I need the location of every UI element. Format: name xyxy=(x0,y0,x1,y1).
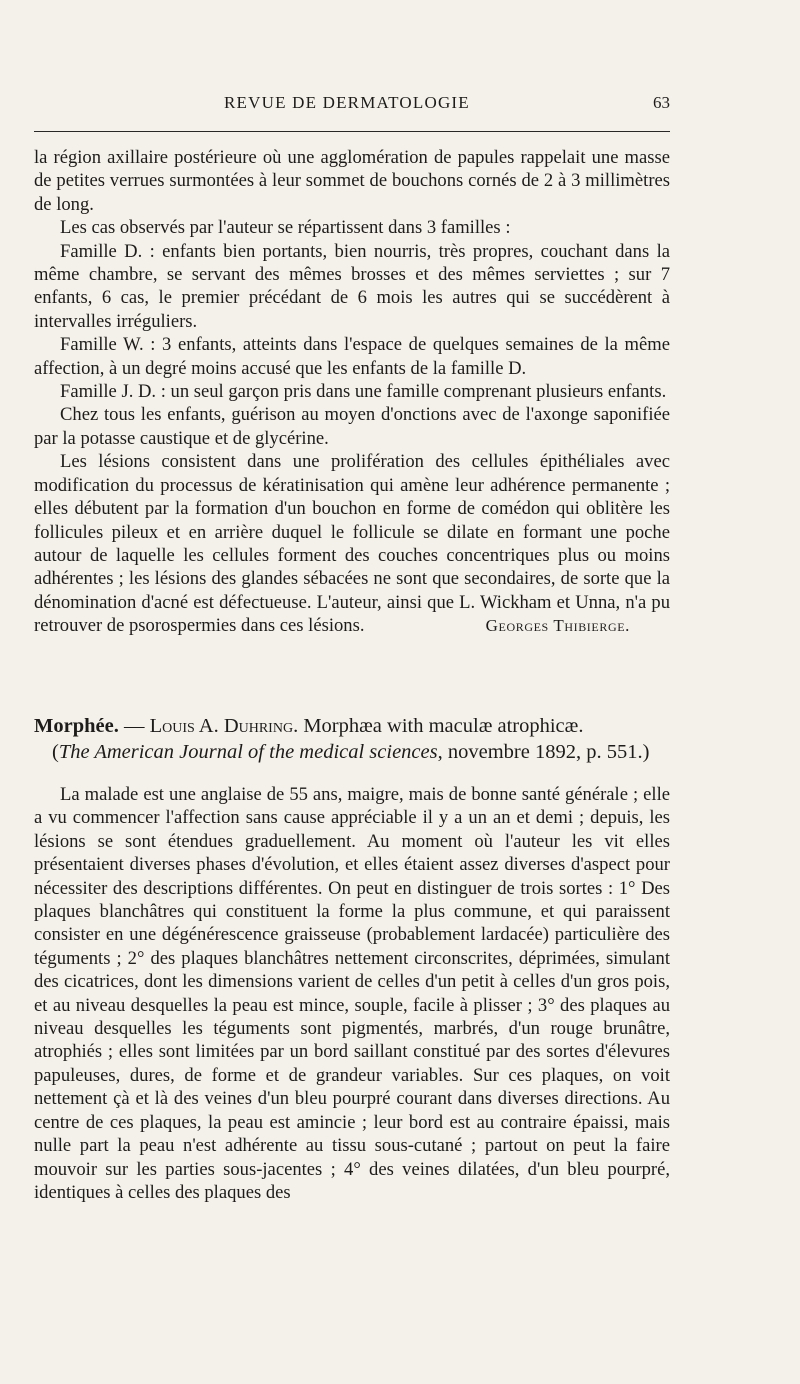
page-number: 63 xyxy=(653,93,670,112)
section-title: Morphæa with maculæ atrophicæ. xyxy=(298,715,584,737)
paragraph: Les cas observés par l'auteur se répartissent dans 3 familles : xyxy=(60,217,511,239)
paragraph: Chez tous les enfants, guérison au moyen d'onctions avec de l'axonge saponifiée par la potasse caustique et de glycérine. xyxy=(34,404,670,449)
source-details: , novembre 1892, p. 551.) xyxy=(437,741,650,763)
paragraph-text: Les lésions consistent dans une prolifération des cellules épithéliales avec modification du processus de kératinisation qui amène leur adhérence permanente ; elles débutent par la formation d'un bouchon en forme de comédon qui oblitère les follicules pileux et en arrière duquel le follicule se dilate en formant une poche autour de laquelle les cellules forment des couches concentriques plus ou moins adhérentes ; les lésions des glandes sébacées ne sont que secondaires, de sorte que la dénomination d'acné est défectueuse. L'auteur, ainsi que L. Wickham et Unna, n'a pu retrouver de psorospermies dans ces lésions. xyxy=(34,451,670,637)
paragraph: Famille W. : 3 enfants, atteints dans l'espace de quelques semaines de la même affection, à un degré moins accusé que les enfants de la famille D. xyxy=(34,334,670,379)
author-signature: Georges Thibierge. xyxy=(485,616,630,636)
header-rule xyxy=(34,131,670,132)
paragraph-with-signature xyxy=(34,450,670,637)
paragraph: La malade est une anglaise de 55 ans, maigre, mais de bonne santé générale ; elle a vu commencer l'affection sans cause appréciable il y a un an et demi ; depuis, les lésions se sont étendues graduellement. Au moment où l'auteur les vit elles présentaient diverses phases d'évolution, et elles étaient assez diverses d'aspect pour nécessiter des descriptions différentes. On peut en distinguer de trois sortes : 1° Des plaques blanchâtres qui constituent la forme la plus commune, et qui paraissent consister en une dégénérescence graisseuse (probablement lardacée) particulière des téguments ; 2° des plaques blanchâtres nettement circonscrites, déprimées, simulant des cicatrices, dont les dimensions varient de celles d'un petit à celles d'un gros pois, et au niveau desquelles la peau est mince, souple, facile à plisser ; 3° des plaques au niveau desquelles les téguments sont pigmentés, marbrés, d'un rouge brunâtre, atrophiés ; elles sont limitées par un bord saillant constitué par des sortes d'élevures papuleuses, dures, de forme et de grandeur variables. Sur ces plaques, on voit nettement çà et là des veines d'un bleu pourpré courant dans diverses directions. Au centre de ces plaques, la peau est amincie ; leur bord est au contraire épaissi, mais nulle part la peau n'est adhérente au tissu sous-cutané ; partout on peut la faire mouvoir sur les parties sous-jacentes ; 4° des veines dilatées, d'un bleu pourpré, identiques à celles des plaques des xyxy=(34,784,670,1203)
section-heading xyxy=(34,713,670,765)
running-title: REVUE DE DERMATOLOGIE xyxy=(224,93,470,112)
review-section-2 xyxy=(34,713,670,1204)
paragraph: la région axillaire postérieure où une agglomération de papules rappelait une masse de petites verrues surmontées à leur sommet de bouchons cornés de 2 à 3 millimètres de long. xyxy=(34,147,670,215)
section-source xyxy=(34,739,670,765)
paragraph: Famille J. D. : un seul garçon pris dans une famille comprenant plusieurs enfants. xyxy=(60,381,667,403)
section-author: Louis A. Duhring. xyxy=(149,715,299,737)
journal-name: The American Journal of the medical sciences xyxy=(58,741,438,763)
heading-dash: — xyxy=(118,715,150,737)
source-paren: ( xyxy=(52,741,59,763)
running-header xyxy=(34,93,670,119)
section-keyword: Morphée. xyxy=(34,715,119,737)
review-section-1 xyxy=(34,146,670,638)
paragraph: Famille D. : enfants bien portants, bien nourris, très propres, couchant dans la même chambre, se servant des mêmes brosses et des mêmes serviettes ; sur 7 enfants, 6 cas, le premier précédant de 6 mois les autres qui se succédèrent à intervalles irréguliers. xyxy=(34,240,670,332)
